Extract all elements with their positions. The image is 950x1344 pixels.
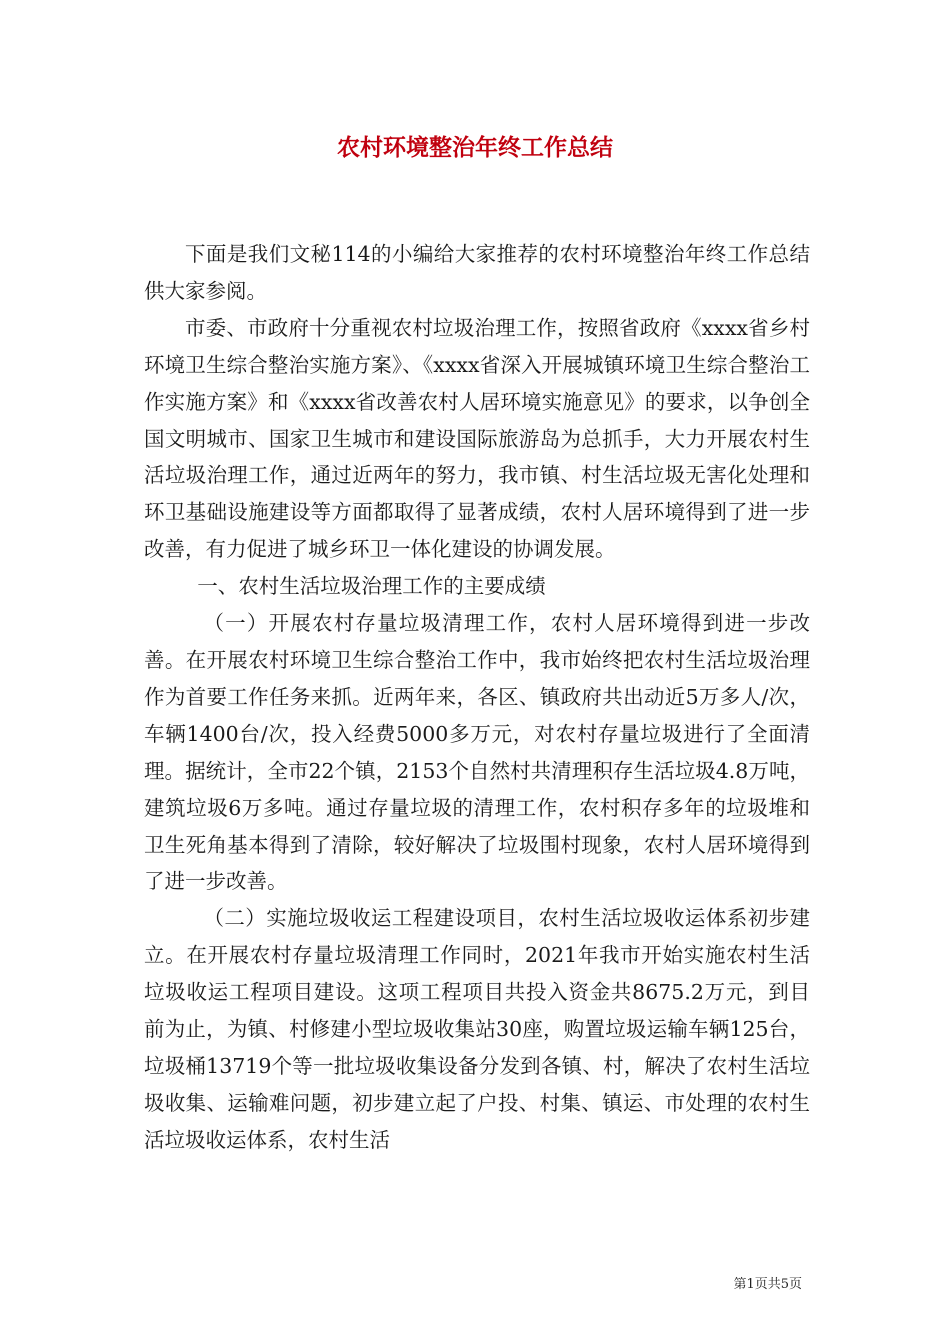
page-number-footer: 第1页共5页 [733, 1277, 802, 1292]
section-heading: 一、农村生活垃圾治理工作的主要成绩 [197, 574, 546, 599]
document-title: 农村环境整治年终工作总结 [337, 134, 613, 161]
intro-paragraph: 下面是我们文秘114的小编给大家推荐的农村环境整治年终工作总结供大家参阅。 [144, 242, 810, 303]
subsection-2-paragraph: （二）实施垃圾收运工程建设项目，农村生活垃圾收运体系初步建立。在开展农村存量垃圾清理工作同时，2021年我市开始实施农村生活垃圾收运工程项目建设。这项工程项目共投入资金共8675.2万元，到目前为止，为镇、村修建小型垃圾收集站30座，购置垃圾运输车辆125台，垃圾桶13719个等一批垃圾收集设备分发到各镇、村，解决了农村生活垃圾收集、运输难问题，初步建立起了户投、村集、镇运、市处理的农村生活垃圾收运体系，农村生活 [144, 906, 810, 1152]
document-body [144, 236, 810, 1159]
background-paragraph: 市委、市政府十分重视农村垃圾治理工作，按照省政府《xxxx省乡村环境卫生综合整治实施方案》、《xxxx省深入开展城镇环境卫生综合整治工作实施方案》和《xxxx省改善农村人居环境实施意见》的要求，以争创全国文明城市、国家卫生城市和建设国际旅游岛为总抓手，大力开展农村生活垃圾治理工作，通过近两年的努力，我市镇、村生活垃圾无害化处理和环卫基础设施建设等方面都取得了显著成绩，农村人居环境得到了进一步改善，有力促进了城乡环卫一体化建设的协调发展。 [144, 315, 810, 562]
subsection-1-paragraph: （一）开展农村存量垃圾清理工作，农村人居环境得到进一步改善。在开展农村环境卫生综合整治工作中，我市始终把农村生活垃圾治理作为首要工作任务来抓。近两年来，各区、镇政府共出动近5万多人/次，车辆1400台/次，投入经费5000多万元，对农村存量垃圾进行了全面清理。据统计，全市22个镇，2153个自然村共清理积存生活垃圾4.8万吨，建筑垃圾6万多吨。通过存量垃圾的清理工作，农村积存多年的垃圾堆和卫生死角基本得到了清除，较好解决了垃圾围村现象，农村人居环境得到了进一步改善。 [144, 611, 810, 894]
